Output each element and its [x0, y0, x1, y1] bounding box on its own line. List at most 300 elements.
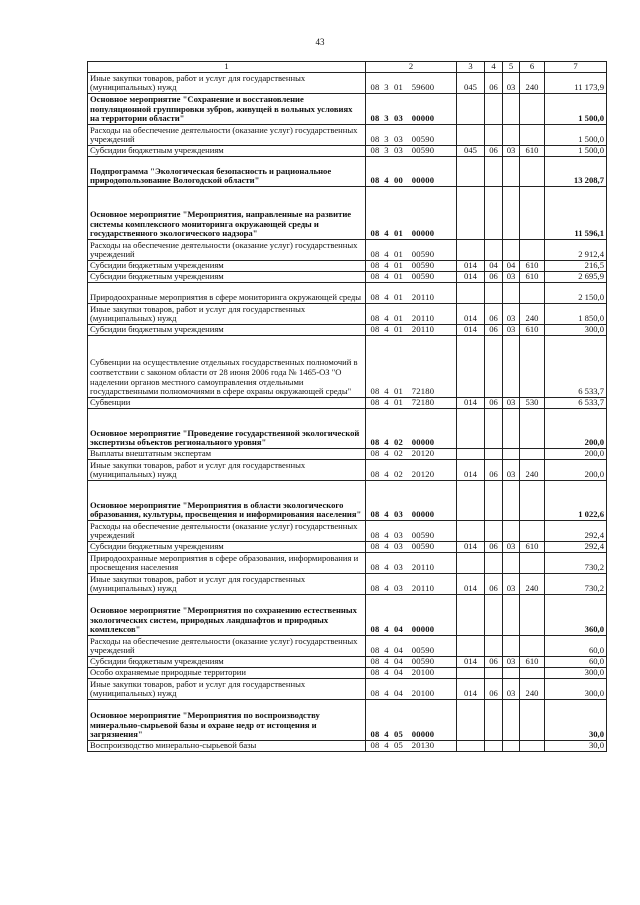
- row-grbs: [457, 700, 485, 741]
- table-row: [88, 460, 607, 481]
- code-segment: 20100: [411, 688, 435, 699]
- code-segment: 01: [394, 271, 403, 282]
- row-amount: 60,0: [545, 636, 607, 657]
- code-segment: 08: [370, 437, 380, 448]
- col-header-section: 4: [485, 62, 503, 73]
- row-amount: 1 500,0: [545, 125, 607, 146]
- row-expense-type: [520, 409, 545, 449]
- row-section: 04: [485, 261, 503, 272]
- code-segment: 08: [370, 175, 380, 186]
- code-segment: 00590: [411, 249, 435, 260]
- row-subsection: 04: [503, 261, 520, 272]
- row-code: [366, 668, 457, 679]
- code-segment: 03: [394, 134, 403, 145]
- code-segment: 08: [370, 688, 380, 699]
- code-segment: 20120: [411, 448, 435, 459]
- row-name: Субсидии бюджетным учреждениям: [88, 272, 366, 283]
- code-segment: 4: [384, 688, 389, 699]
- code-segment: 20110: [411, 313, 435, 324]
- table-row: [88, 700, 607, 741]
- code-segment: 08: [370, 530, 380, 541]
- row-grbs: 045: [457, 73, 485, 94]
- table-row: [88, 657, 607, 668]
- code-segment: 08: [370, 729, 380, 740]
- row-section: 06: [485, 146, 503, 157]
- row-code: [366, 409, 457, 449]
- code-segment: 00000: [411, 228, 435, 239]
- code-segment: 00590: [411, 541, 435, 552]
- code-segment: 01: [394, 313, 403, 324]
- code-segment: 08: [370, 645, 380, 656]
- row-section: [485, 481, 503, 521]
- row-section: [485, 668, 503, 679]
- row-name: Основное мероприятие "Мероприятия по сохранению естественных экологических систем, природных ландшафтов и природных комплексов": [88, 595, 366, 636]
- row-section: [485, 125, 503, 146]
- row-code: [366, 398, 457, 409]
- row-expense-type: 610: [520, 272, 545, 283]
- code-segment: 3: [384, 134, 389, 145]
- col-header-name: 1: [88, 62, 366, 73]
- code-segment: 08: [370, 386, 380, 397]
- row-grbs: [457, 409, 485, 449]
- row-amount: 200,0: [545, 409, 607, 449]
- row-grbs: [457, 157, 485, 187]
- code-segment: 08: [370, 134, 380, 145]
- row-grbs: [457, 668, 485, 679]
- code-segment: 00590: [411, 134, 435, 145]
- table-row: [88, 449, 607, 460]
- row-subsection: 03: [503, 574, 520, 595]
- budget-table: [87, 61, 607, 752]
- row-name: Иные закупки товаров, работ и услуг для государственных (муниципальных) нужд: [88, 574, 366, 595]
- row-code: [366, 521, 457, 542]
- code-segment: 08: [370, 740, 380, 751]
- row-expense-type: 240: [520, 679, 545, 700]
- code-segment: 4: [384, 271, 389, 282]
- row-name: Основное мероприятие "Мероприятия по воспроизводству минерально-сырьевой базы и охране недр от истощения и загрязнения": [88, 700, 366, 741]
- row-section: [485, 553, 503, 574]
- row-section: [485, 157, 503, 187]
- row-subsection: 03: [503, 146, 520, 157]
- row-subsection: [503, 187, 520, 240]
- row-amount: 300,0: [545, 679, 607, 700]
- row-code: [366, 261, 457, 272]
- code-segment: 05: [394, 729, 403, 740]
- row-grbs: 014: [457, 679, 485, 700]
- row-subsection: 03: [503, 542, 520, 553]
- code-segment: 20110: [411, 324, 435, 335]
- row-expense-type: [520, 449, 545, 460]
- table-row: [88, 481, 607, 521]
- row-expense-type: [520, 521, 545, 542]
- row-section: 06: [485, 460, 503, 481]
- row-amount: 360,0: [545, 595, 607, 636]
- row-amount: 1 500,0: [545, 94, 607, 125]
- row-code: [366, 542, 457, 553]
- code-segment: 4: [384, 645, 389, 656]
- code-segment: 20130: [411, 740, 435, 751]
- code-segment: 20120: [411, 469, 435, 480]
- code-segment: 3: [384, 82, 389, 93]
- code-segment: 59600: [411, 82, 435, 93]
- code-segment: 4: [384, 624, 389, 635]
- code-segment: 03: [394, 541, 403, 552]
- row-grbs: 014: [457, 657, 485, 668]
- row-expense-type: [520, 668, 545, 679]
- row-grbs: 014: [457, 574, 485, 595]
- row-grbs: [457, 741, 485, 752]
- row-expense-type: [520, 125, 545, 146]
- code-segment: 00590: [411, 145, 435, 156]
- row-code: [366, 272, 457, 283]
- row-amount: 216,5: [545, 261, 607, 272]
- row-grbs: 014: [457, 398, 485, 409]
- row-subsection: 03: [503, 460, 520, 481]
- col-header-grbs: 3: [457, 62, 485, 73]
- row-subsection: [503, 741, 520, 752]
- row-name: Основное мероприятие "Мероприятия, направленные на развитие системы комплексного мониторинга окружающей среды и государственного экологического надзора": [88, 187, 366, 240]
- row-expense-type: 240: [520, 574, 545, 595]
- row-name: Субсидии бюджетным учреждениям: [88, 325, 366, 336]
- code-segment: 08: [370, 313, 380, 324]
- row-section: 06: [485, 73, 503, 94]
- row-amount: 1 022,6: [545, 481, 607, 521]
- row-expense-type: 530: [520, 398, 545, 409]
- row-name: Иные закупки товаров, работ и услуг для государственных (муниципальных) нужд: [88, 460, 366, 481]
- row-code: [366, 657, 457, 668]
- row-name: Субсидии бюджетным учреждениям: [88, 542, 366, 553]
- row-grbs: 045: [457, 146, 485, 157]
- row-grbs: [457, 595, 485, 636]
- row-name: Природоохранные мероприятия в сфере образования, информирования и просвещения населения: [88, 553, 366, 574]
- code-segment: 4: [384, 469, 389, 480]
- row-amount: 6 533,7: [545, 336, 607, 398]
- code-segment: 08: [370, 228, 380, 239]
- row-name: Природоохранные мероприятия в сфере мониторинга окружающей среды: [88, 283, 366, 304]
- row-section: 06: [485, 304, 503, 325]
- row-expense-type: [520, 187, 545, 240]
- code-segment: 00000: [411, 729, 435, 740]
- row-expense-type: 610: [520, 542, 545, 553]
- table-row: [88, 398, 607, 409]
- row-subsection: [503, 553, 520, 574]
- row-expense-type: 610: [520, 325, 545, 336]
- table-row: [88, 741, 607, 752]
- header-row: [88, 62, 607, 73]
- row-amount: 730,2: [545, 574, 607, 595]
- code-segment: 04: [394, 645, 403, 656]
- row-section: [485, 240, 503, 261]
- code-segment: 01: [394, 292, 403, 303]
- code-segment: 03: [394, 113, 403, 124]
- code-segment: 08: [370, 249, 380, 260]
- row-expense-type: 240: [520, 460, 545, 481]
- row-code: [366, 449, 457, 460]
- col-header-subsection: 5: [503, 62, 520, 73]
- row-amount: 300,0: [545, 325, 607, 336]
- code-segment: 4: [384, 313, 389, 324]
- table-row: [88, 304, 607, 325]
- row-name: Иные закупки товаров, работ и услуг для государственных (муниципальных) нужд: [88, 304, 366, 325]
- code-segment: 00590: [411, 656, 435, 667]
- row-name: Основное мероприятие "Сохранение и восстановление популяционной группировки зубров, живущей в вольных условиях на территории области": [88, 94, 366, 125]
- row-section: [485, 595, 503, 636]
- table-row: [88, 336, 607, 398]
- row-subsection: [503, 521, 520, 542]
- code-segment: 04: [394, 656, 403, 667]
- row-code: [366, 187, 457, 240]
- table-row: [88, 679, 607, 700]
- code-segment: 08: [370, 624, 380, 635]
- row-code: [366, 553, 457, 574]
- row-section: [485, 336, 503, 398]
- row-section: [485, 449, 503, 460]
- row-subsection: [503, 636, 520, 657]
- row-amount: 11 596,1: [545, 187, 607, 240]
- row-name: Субвенции: [88, 398, 366, 409]
- code-segment: 20110: [411, 562, 435, 573]
- code-segment: 4: [384, 729, 389, 740]
- code-segment: 00000: [411, 175, 435, 186]
- code-segment: 20110: [411, 292, 435, 303]
- table-row: [88, 595, 607, 636]
- row-section: [485, 636, 503, 657]
- row-expense-type: [520, 336, 545, 398]
- row-code: [366, 574, 457, 595]
- row-grbs: [457, 481, 485, 521]
- code-segment: 08: [370, 271, 380, 282]
- row-amount: 30,0: [545, 741, 607, 752]
- row-expense-type: [520, 700, 545, 741]
- code-segment: 4: [384, 175, 389, 186]
- row-subsection: 03: [503, 398, 520, 409]
- code-segment: 08: [370, 469, 380, 480]
- code-segment: 00590: [411, 645, 435, 656]
- row-name: Расходы на обеспечение деятельности (оказание услуг) государственных учреждений: [88, 240, 366, 261]
- code-segment: 02: [394, 448, 403, 459]
- code-segment: 4: [384, 397, 389, 408]
- code-segment: 08: [370, 656, 380, 667]
- row-subsection: 03: [503, 679, 520, 700]
- row-grbs: 014: [457, 272, 485, 283]
- row-subsection: 03: [503, 272, 520, 283]
- code-segment: 04: [394, 688, 403, 699]
- row-code: [366, 481, 457, 521]
- code-segment: 4: [384, 541, 389, 552]
- table-row: [88, 240, 607, 261]
- row-code: [366, 304, 457, 325]
- row-expense-type: [520, 595, 545, 636]
- code-segment: 4: [384, 386, 389, 397]
- row-name: Подпрограмма "Экологическая безопасность и рациональное природопользование Вологодской области": [88, 157, 366, 187]
- row-amount: 292,4: [545, 521, 607, 542]
- row-amount: 60,0: [545, 657, 607, 668]
- table-row: [88, 146, 607, 157]
- row-name: Выплаты внештатным экспертам: [88, 449, 366, 460]
- row-subsection: [503, 449, 520, 460]
- code-segment: 4: [384, 740, 389, 751]
- row-expense-type: 610: [520, 261, 545, 272]
- row-amount: 200,0: [545, 449, 607, 460]
- row-subsection: 03: [503, 325, 520, 336]
- row-grbs: [457, 187, 485, 240]
- row-section: [485, 700, 503, 741]
- code-segment: 00590: [411, 271, 435, 282]
- row-subsection: [503, 283, 520, 304]
- code-segment: 08: [370, 541, 380, 552]
- code-segment: 3: [384, 145, 389, 156]
- code-segment: 01: [394, 397, 403, 408]
- code-segment: 00: [394, 175, 403, 186]
- row-section: [485, 521, 503, 542]
- code-segment: 4: [384, 656, 389, 667]
- row-grbs: 014: [457, 325, 485, 336]
- row-section: [485, 741, 503, 752]
- code-segment: 02: [394, 469, 403, 480]
- row-grbs: 014: [457, 460, 485, 481]
- code-segment: 3: [384, 113, 389, 124]
- table-row: [88, 125, 607, 146]
- code-segment: 4: [384, 324, 389, 335]
- code-segment: 03: [394, 509, 403, 520]
- row-grbs: [457, 283, 485, 304]
- code-segment: 00000: [411, 509, 435, 520]
- code-segment: 08: [370, 260, 380, 271]
- row-subsection: [503, 595, 520, 636]
- code-segment: 4: [384, 530, 389, 541]
- row-grbs: [457, 125, 485, 146]
- row-amount: 292,4: [545, 542, 607, 553]
- row-amount: 2 695,9: [545, 272, 607, 283]
- code-segment: 01: [394, 324, 403, 335]
- table-body: [88, 73, 607, 752]
- code-segment: 08: [370, 82, 380, 93]
- row-name: Воспроизводство минерально-сырьевой базы: [88, 741, 366, 752]
- code-segment: 20100: [411, 667, 435, 678]
- code-segment: 4: [384, 583, 389, 594]
- code-segment: 4: [384, 228, 389, 239]
- table-row: [88, 574, 607, 595]
- row-grbs: [457, 521, 485, 542]
- row-code: [366, 336, 457, 398]
- row-subsection: [503, 700, 520, 741]
- row-grbs: 014: [457, 261, 485, 272]
- table-row: [88, 542, 607, 553]
- row-section: 06: [485, 657, 503, 668]
- row-code: [366, 679, 457, 700]
- row-grbs: [457, 553, 485, 574]
- code-segment: 01: [394, 249, 403, 260]
- code-segment: 01: [394, 82, 403, 93]
- table-row: [88, 636, 607, 657]
- row-code: [366, 283, 457, 304]
- code-segment: 08: [370, 562, 380, 573]
- row-subsection: 03: [503, 304, 520, 325]
- row-name: Иные закупки товаров, работ и услуг для государственных (муниципальных) нужд: [88, 73, 366, 94]
- code-segment: 4: [384, 509, 389, 520]
- row-name: Основное мероприятие "Мероприятия в области экологического образования, культуры, просвещения и информирования населения": [88, 481, 366, 521]
- row-name: Основное мероприятие "Проведение государственной экологической экспертизы объектов регионального уровня": [88, 409, 366, 449]
- row-amount: 6 533,7: [545, 398, 607, 409]
- table-row: [88, 94, 607, 125]
- row-amount: 2 150,0: [545, 283, 607, 304]
- row-amount: 30,0: [545, 700, 607, 741]
- row-expense-type: [520, 553, 545, 574]
- row-expense-type: 610: [520, 657, 545, 668]
- code-segment: 4: [384, 292, 389, 303]
- row-subsection: [503, 336, 520, 398]
- row-section: [485, 187, 503, 240]
- row-code: [366, 636, 457, 657]
- code-segment: 00590: [411, 260, 435, 271]
- row-code: [366, 741, 457, 752]
- code-segment: 04: [394, 667, 403, 678]
- table-row: [88, 553, 607, 574]
- row-subsection: [503, 240, 520, 261]
- code-segment: 08: [370, 324, 380, 335]
- table-row: [88, 73, 607, 94]
- code-segment: 05: [394, 740, 403, 751]
- row-expense-type: [520, 94, 545, 125]
- code-segment: 08: [370, 583, 380, 594]
- row-name: Расходы на обеспечение деятельности (оказание услуг) государственных учреждений: [88, 521, 366, 542]
- table-row: [88, 409, 607, 449]
- row-name: Расходы на обеспечение деятельности (оказание услуг) государственных учреждений: [88, 636, 366, 657]
- code-segment: 4: [384, 249, 389, 260]
- row-grbs: [457, 336, 485, 398]
- table-row: [88, 272, 607, 283]
- row-name: Субсидии бюджетным учреждениям: [88, 146, 366, 157]
- code-segment: 4: [384, 437, 389, 448]
- code-segment: 72180: [411, 386, 435, 397]
- table-row: [88, 668, 607, 679]
- row-subsection: [503, 409, 520, 449]
- row-expense-type: 240: [520, 304, 545, 325]
- row-section: [485, 94, 503, 125]
- row-name: Субсидии бюджетным учреждениям: [88, 261, 366, 272]
- code-segment: 20110: [411, 583, 435, 594]
- row-code: [366, 73, 457, 94]
- row-subsection: [503, 157, 520, 187]
- col-header-expense-type: 6: [520, 62, 545, 73]
- code-segment: 04: [394, 624, 403, 635]
- row-amount: 11 173,9: [545, 73, 607, 94]
- code-segment: 00000: [411, 113, 435, 124]
- row-amount: 730,2: [545, 553, 607, 574]
- row-section: [485, 283, 503, 304]
- row-code: [366, 157, 457, 187]
- row-section: 06: [485, 542, 503, 553]
- row-subsection: [503, 668, 520, 679]
- code-segment: 08: [370, 292, 380, 303]
- table-row: [88, 325, 607, 336]
- row-amount: 13 208,7: [545, 157, 607, 187]
- row-grbs: [457, 94, 485, 125]
- code-segment: 08: [370, 448, 380, 459]
- col-header-code: 2: [366, 62, 457, 73]
- code-segment: 4: [384, 667, 389, 678]
- row-grbs: [457, 240, 485, 261]
- row-grbs: [457, 636, 485, 657]
- code-segment: 08: [370, 145, 380, 156]
- row-code: [366, 240, 457, 261]
- code-segment: 03: [394, 583, 403, 594]
- row-name: Особо охраняемые природные территории: [88, 668, 366, 679]
- row-expense-type: [520, 481, 545, 521]
- row-code: [366, 595, 457, 636]
- code-segment: 03: [394, 562, 403, 573]
- row-subsection: 03: [503, 73, 520, 94]
